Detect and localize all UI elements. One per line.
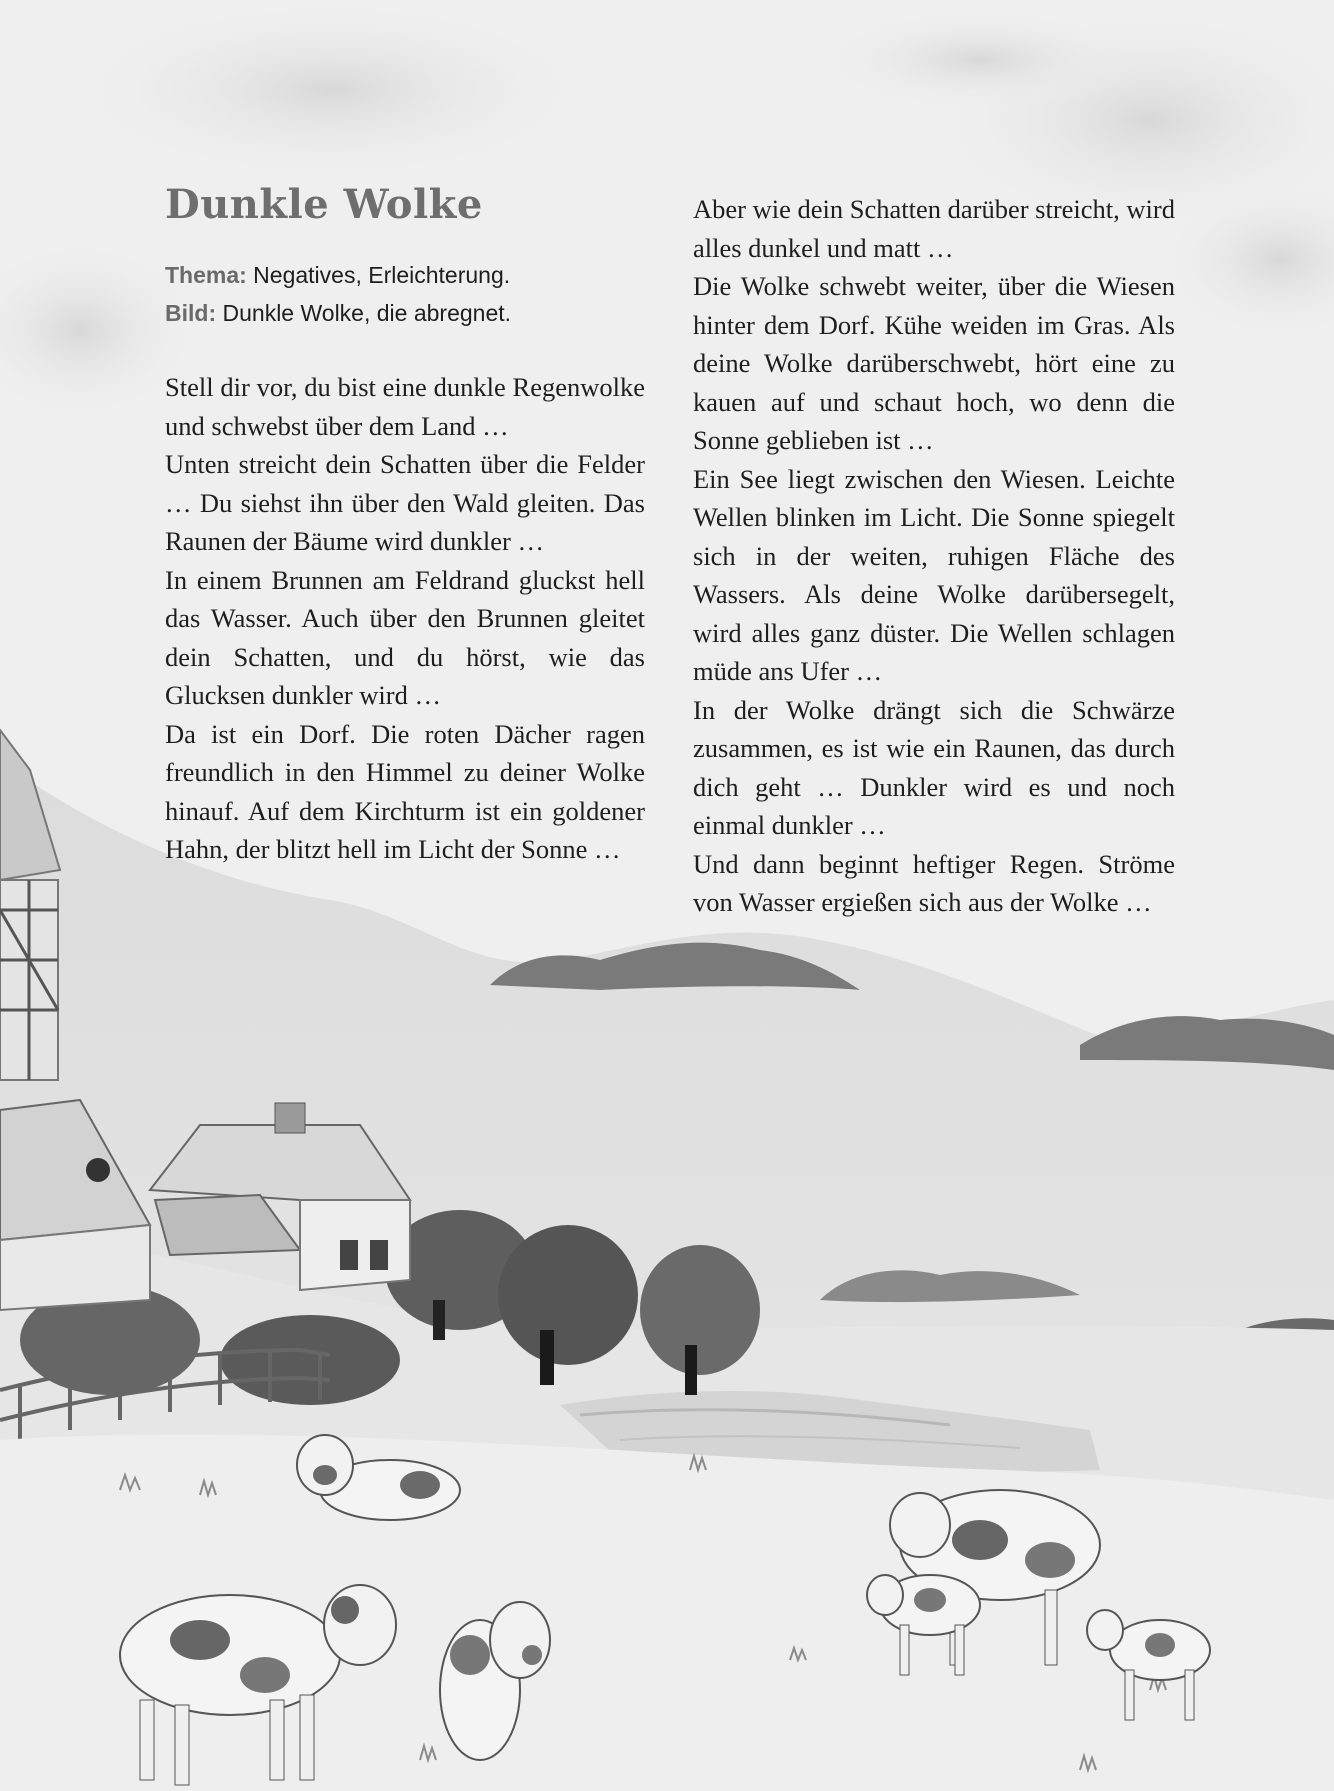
right-column	[693, 190, 1175, 922]
paragraph: Da ist ein Dorf. Die roten Dächer ragen freundlich in den Himmel zu deiner Wolke hinauf. Auf dem Kirchturm ist ein goldener Hahn, der blitzt hell im Licht der Sonne …	[165, 718, 645, 864]
bild-label: Bild:	[165, 300, 217, 326]
spacer	[165, 332, 645, 368]
left-column	[165, 180, 645, 869]
paragraph: Aber wie dein Schatten darüber streicht, wird alles dunkel und matt …	[693, 194, 1175, 263]
paragraph: Stell dir vor, du bist eine dunkle Regenwolke und schwebst über dem Land …	[165, 372, 645, 441]
thema-label: Thema:	[165, 262, 247, 288]
meta-bild	[165, 294, 645, 332]
paragraph: Und dann beginnt heftiger Regen. Ströme von Wasser ergießen sich aus der Wolke …	[693, 848, 1175, 917]
thema-value: Negatives, Erleichterung.	[246, 262, 511, 288]
bild-value: Dunkle Wolke, die abregnet.	[216, 300, 512, 326]
page-title: Dunkle Wolke	[165, 181, 483, 228]
paragraph: In der Wolke drängt sich die Schwärze zusammen, es ist wie ein Raunen, das durch dich geht … Dunkler wird es und noch einmal dunkler …	[693, 694, 1175, 840]
meta-thema	[165, 256, 645, 294]
paragraph: In einem Brunnen am Feldrand gluckst hell das Wasser. Auch über den Brunnen gleitet dein Schatten, und du hörst, wie das Glucksen dunkler wird …	[165, 564, 645, 710]
paragraph: Unten streicht dein Schatten über die Felder … Du siehst ihn über den Wald gleiten. Das Raunen der Bäume wird dunkler …	[165, 449, 645, 556]
paragraph: Ein See liegt zwischen den Wiesen. Leichte Wellen blinken im Licht. Die Sonne spiegelt sich in der weiten, ruhigen Fläche des Wassers. Als deine Wolke darübersegelt, wird alles ganz düster. Die Wellen schlagen müde ans Ufer …	[693, 463, 1175, 686]
paragraph: Die Wolke schwebt weiter, über die Wiesen hinter dem Dorf. Kühe weiden im Gras. Als deine Wolke darüberschwebt, hört eine zu kauen auf und schaut hoch, wo denn die Sonne geblieben ist …	[693, 271, 1175, 455]
church-tower	[0, 730, 60, 1080]
